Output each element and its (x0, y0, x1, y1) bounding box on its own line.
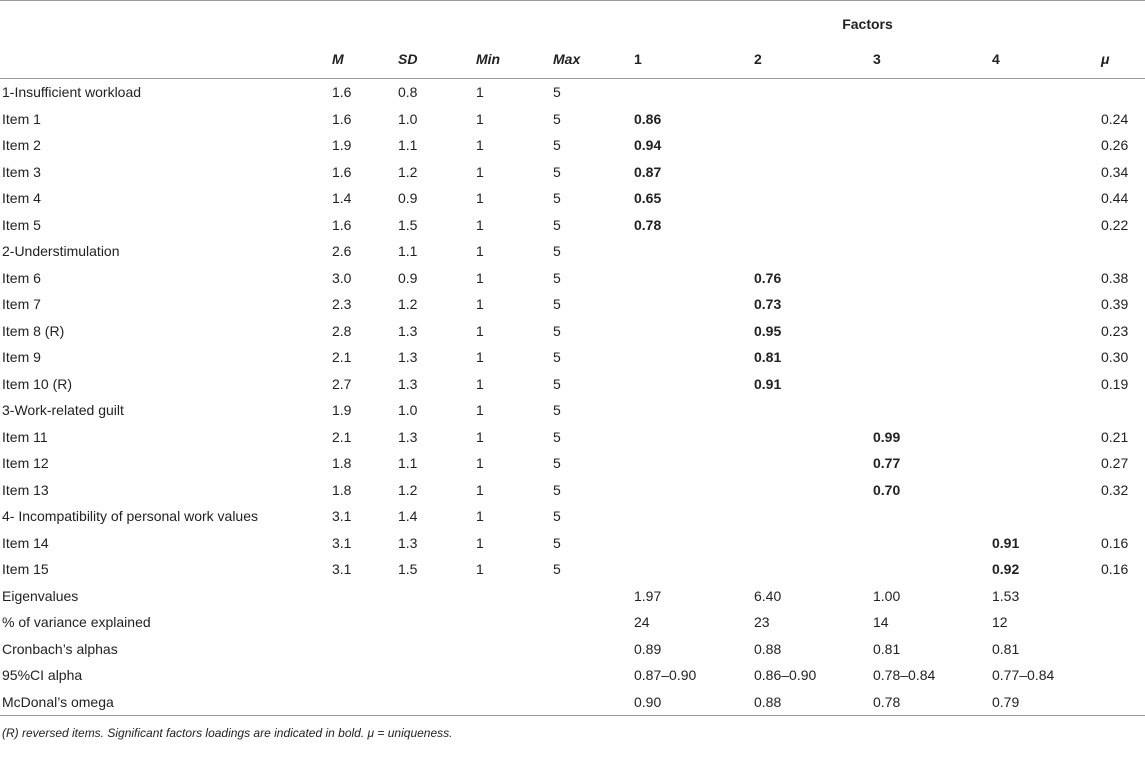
column-header-9: μ (1101, 40, 1145, 79)
table-cell: 2.1 (332, 428, 352, 445)
table-cell: 1.6 (332, 216, 352, 233)
column-header-6: 2 (754, 40, 873, 79)
table-cell (754, 79, 873, 106)
table-cell: 0.88 (754, 693, 782, 710)
table-cell (634, 291, 754, 318)
table-cell (332, 689, 398, 716)
table-cell: 0.91 (992, 534, 1020, 551)
table-cell: 1.6 (332, 84, 352, 101)
table-row (0, 424, 1145, 451)
table-cell: 5 (553, 190, 561, 207)
row-label: 3-Work-related guilt (2, 402, 124, 419)
table-row (0, 185, 1145, 212)
table-cell (1101, 636, 1145, 663)
table-cell (992, 318, 1101, 345)
table-cell: 3.0 (332, 269, 352, 286)
table-cell: 0.78–0.84 (873, 667, 936, 684)
table-cell: 2.7 (332, 375, 352, 392)
table-row (0, 344, 1145, 371)
table-cell: 1 (476, 322, 484, 339)
bottom-rule (0, 716, 1145, 723)
row-label: 95%CI alpha (2, 667, 83, 684)
table-cell (873, 344, 992, 371)
table-cell (992, 291, 1101, 318)
table-cell (754, 424, 873, 451)
table-cell: 5 (553, 269, 561, 286)
table-cell: 1.0 (398, 110, 418, 127)
table-row (0, 397, 1145, 424)
table-cell: 1.2 (398, 296, 418, 313)
table-cell: 1.4 (398, 508, 418, 525)
table-cell: 0.24 (1101, 110, 1129, 127)
table-cell: 0.95 (754, 322, 782, 339)
table-cell: 1 (476, 481, 484, 498)
table-cell (873, 503, 992, 530)
table-cell: 0.22 (1101, 216, 1129, 233)
table-cell (634, 397, 754, 424)
table-cell (476, 583, 553, 610)
table-cell: 1.9 (332, 137, 352, 154)
table-cell (992, 397, 1101, 424)
table-cell: 5 (553, 561, 561, 578)
table-cell: 0.38 (1101, 269, 1129, 286)
table-cell (754, 530, 873, 557)
table-cell (992, 212, 1101, 239)
table-cell: 14 (873, 614, 889, 631)
table-cell (398, 689, 476, 716)
table-row (0, 636, 1145, 663)
table-cell: 1 (476, 243, 484, 260)
table-cell (634, 477, 754, 504)
table-cell: 5 (553, 163, 561, 180)
table-cell: 6.40 (754, 587, 782, 604)
column-header-1: M (332, 40, 398, 79)
table-cell (754, 503, 873, 530)
table-cell: 5 (553, 137, 561, 154)
row-label: Eigenvalues (2, 587, 79, 604)
table-row (0, 106, 1145, 133)
table-body (0, 1, 1145, 723)
table-cell: 1 (476, 375, 484, 392)
table-cell: 0.73 (754, 296, 782, 313)
table-cell: 0.81 (992, 640, 1020, 657)
table-cell: 1.8 (332, 455, 352, 472)
table-cell: 3.1 (332, 508, 352, 525)
table-cell (873, 397, 992, 424)
table-row (0, 662, 1145, 689)
row-label: Item 3 (2, 163, 41, 180)
table-cell: 1 (476, 561, 484, 578)
table-cell (992, 132, 1101, 159)
table-cell: 0.78 (634, 216, 662, 233)
table-cell: 1 (476, 137, 484, 154)
table-cell: 1.3 (398, 375, 418, 392)
table-cell (873, 318, 992, 345)
table-cell: 0.23 (1101, 322, 1129, 339)
table-cell (1101, 609, 1145, 636)
table-cell (1101, 689, 1145, 716)
table-cell (754, 238, 873, 265)
table-cell: 1.0 (398, 402, 418, 419)
table-row (0, 503, 1145, 530)
table-cell: 2.1 (332, 349, 352, 366)
table-cell: 1 (476, 455, 484, 472)
table-cell (398, 662, 476, 689)
table-cell (332, 636, 398, 663)
table-cell (992, 450, 1101, 477)
table-cell: 1.1 (398, 455, 418, 472)
table-cell: 0.21 (1101, 428, 1129, 445)
table-cell: 5 (553, 428, 561, 445)
table-cell (992, 371, 1101, 398)
table-row (0, 371, 1145, 398)
table-cell: 0.86 (634, 110, 662, 127)
table-row (0, 689, 1145, 716)
table-row (0, 238, 1145, 265)
table-cell: 1.53 (992, 587, 1020, 604)
table-row (0, 450, 1145, 477)
table-cell (634, 79, 754, 106)
table-cell (873, 106, 992, 133)
table-cell: 1.5 (398, 216, 418, 233)
table-cell (754, 397, 873, 424)
table-cell (873, 212, 992, 239)
table-cell: 5 (553, 349, 561, 366)
row-label: Item 2 (2, 137, 41, 154)
table-cell: 1 (476, 163, 484, 180)
table-cell (634, 371, 754, 398)
table-cell: 0.90 (634, 693, 662, 710)
factors-label: Factors (842, 15, 893, 32)
row-label: Item 4 (2, 190, 41, 207)
table-cell: 0.8 (398, 84, 418, 101)
table-cell: 0.88 (754, 640, 782, 657)
table-cell: 1.3 (398, 349, 418, 366)
table-cell: 5 (553, 110, 561, 127)
column-header-row (0, 40, 1145, 79)
table-cell (754, 556, 873, 583)
table-cell: 5 (553, 243, 561, 260)
table-cell: 0.9 (398, 269, 418, 286)
table-cell (873, 79, 992, 106)
table-cell: 5 (553, 322, 561, 339)
table-cell: 24 (634, 614, 650, 631)
table-cell: 1.2 (398, 481, 418, 498)
table-cell (476, 662, 553, 689)
table-cell (873, 371, 992, 398)
table-cell (992, 106, 1101, 133)
table-cell: 1 (476, 110, 484, 127)
table-row (0, 318, 1145, 345)
table-cell (332, 609, 398, 636)
row-label: 2-Understimulation (2, 243, 120, 260)
table-cell: 0.30 (1101, 349, 1129, 366)
table-row (0, 530, 1145, 557)
table-cell (553, 662, 634, 689)
table-cell (332, 583, 398, 610)
column-header-7: 3 (873, 40, 992, 79)
table-cell (992, 238, 1101, 265)
table-cell: 2.6 (332, 243, 352, 260)
table-cell (634, 318, 754, 345)
table-cell: 0.16 (1101, 561, 1129, 578)
table-cell: 1.6 (332, 163, 352, 180)
table-cell (992, 159, 1101, 186)
table-cell (873, 530, 992, 557)
table-cell: 0.87–0.90 (634, 667, 697, 684)
row-label: Cronbach’s alphas (2, 640, 118, 657)
table-cell: 5 (553, 534, 561, 551)
table-cell (873, 132, 992, 159)
table-cell: 1 (476, 269, 484, 286)
table-cell (398, 583, 476, 610)
table-cell (992, 424, 1101, 451)
table-cell: 1 (476, 402, 484, 419)
table-cell (992, 503, 1101, 530)
table-cell (398, 609, 476, 636)
table-cell (332, 662, 398, 689)
table-cell: 0.44 (1101, 190, 1129, 207)
table-cell: 1 (476, 84, 484, 101)
table-row (0, 609, 1145, 636)
row-label: Item 9 (2, 349, 41, 366)
table-cell: 1.3 (398, 322, 418, 339)
table-cell: 1.00 (873, 587, 901, 604)
table-cell (634, 503, 754, 530)
table-cell: 0.86–0.90 (754, 667, 817, 684)
table-row (0, 291, 1145, 318)
table-cell: 1.6 (332, 110, 352, 127)
table-cell (992, 344, 1101, 371)
table-cell (992, 185, 1101, 212)
table-cell (634, 344, 754, 371)
table-cell: 0.32 (1101, 481, 1129, 498)
table-cell: 1.97 (634, 587, 662, 604)
row-label: 1-Insufficient workload (2, 84, 142, 101)
table-cell (398, 636, 476, 663)
table-cell: 1 (476, 428, 484, 445)
column-header-5: 1 (634, 40, 754, 79)
table-row (0, 265, 1145, 292)
table-cell: 0.16 (1101, 534, 1129, 551)
table-row (0, 212, 1145, 239)
table-cell: 0.78 (873, 693, 901, 710)
table-cell: 5 (553, 481, 561, 498)
table-cell: 0.79 (992, 693, 1020, 710)
table-cell: 0.89 (634, 640, 662, 657)
table-row (0, 79, 1145, 106)
table-cell: 0.34 (1101, 163, 1129, 180)
row-label: Item 11 (2, 428, 48, 445)
table-cell: 0.19 (1101, 375, 1129, 392)
table-cell (873, 185, 992, 212)
table-row (0, 159, 1145, 186)
table-cell (873, 265, 992, 292)
row-label: Item 10 (R) (2, 375, 73, 392)
table-cell: 1.3 (398, 534, 418, 551)
table-cell: 1.5 (398, 561, 418, 578)
table-cell (754, 106, 873, 133)
table-cell (476, 636, 553, 663)
table-cell: 0.87 (634, 163, 662, 180)
table-cell (873, 159, 992, 186)
table-cell: 1.1 (398, 243, 418, 260)
row-label: Item 1 (2, 110, 41, 127)
row-label: Item 6 (2, 269, 41, 286)
table-row (0, 556, 1145, 583)
row-label: 4- Incompatibility of personal work values (2, 508, 259, 525)
row-label: % of variance explained (2, 614, 151, 631)
table-cell: 0.76 (754, 269, 782, 286)
table-cell: 0.77 (873, 455, 901, 472)
table-cell: 5 (553, 508, 561, 525)
table-cell (1101, 583, 1145, 610)
table-cell (553, 689, 634, 716)
table-cell: 1 (476, 216, 484, 233)
table-cell (1101, 503, 1145, 530)
table-cell (634, 238, 754, 265)
table-cell (1101, 238, 1145, 265)
table-cell: 1.4 (332, 190, 352, 207)
row-label: Item 15 (2, 561, 49, 578)
row-label: McDonal’s omega (2, 693, 114, 710)
table-cell: 3.1 (332, 534, 352, 551)
table-cell (634, 530, 754, 557)
table-cell (634, 450, 754, 477)
table-cell: 2.3 (332, 296, 352, 313)
row-label: Item 7 (2, 296, 41, 313)
table-cell: 1.9 (332, 402, 352, 419)
table-cell (754, 132, 873, 159)
table-cell (992, 265, 1101, 292)
table-cell (873, 238, 992, 265)
table-cell: 1.1 (398, 137, 418, 154)
table-cell (992, 79, 1101, 106)
table-cell: 0.77–0.84 (992, 667, 1055, 684)
table-cell: 5 (553, 455, 561, 472)
row-label: Item 8 (R) (2, 322, 65, 339)
column-header-2: SD (398, 40, 476, 79)
table-cell: 1 (476, 534, 484, 551)
table-cell (1101, 662, 1145, 689)
table-cell (1101, 397, 1145, 424)
table-cell: 1.8 (332, 481, 352, 498)
row-label: Item 14 (2, 534, 49, 551)
table-cell: 5 (553, 216, 561, 233)
table-cell: 0.99 (873, 428, 901, 445)
table-cell (553, 583, 634, 610)
column-header-8: 4 (992, 40, 1101, 79)
table-cell (634, 265, 754, 292)
table-cell: 1 (476, 508, 484, 525)
table-cell (634, 556, 754, 583)
table-cell: 1 (476, 190, 484, 207)
column-header-0 (0, 40, 332, 79)
table-cell: 0.27 (1101, 455, 1129, 472)
table-row (0, 132, 1145, 159)
table-cell: 1 (476, 349, 484, 366)
table-cell: 0.81 (873, 640, 901, 657)
table-cell: 0.94 (634, 137, 662, 154)
table-cell: 1 (476, 296, 484, 313)
table-cell (476, 689, 553, 716)
table-cell (553, 609, 634, 636)
table-row (0, 477, 1145, 504)
table-cell: 0.92 (992, 561, 1020, 578)
table-cell (992, 477, 1101, 504)
table-cell: 1.3 (398, 428, 418, 445)
table-cell (873, 291, 992, 318)
column-header-3: Min (476, 40, 553, 79)
table-cell (754, 450, 873, 477)
table-cell: 0.39 (1101, 296, 1129, 313)
table-cell: 2.8 (332, 322, 352, 339)
table-cell: 5 (553, 375, 561, 392)
table-cell (553, 636, 634, 663)
row-label: Item 13 (2, 481, 49, 498)
table-cell: 0.65 (634, 190, 662, 207)
table-cell: 5 (553, 402, 561, 419)
table-cell (754, 212, 873, 239)
table-cell: 3.1 (332, 561, 352, 578)
table-cell: 0.91 (754, 375, 782, 392)
column-header-4: Max (553, 40, 634, 79)
table-cell: 5 (553, 296, 561, 313)
table-cell: 23 (754, 614, 770, 631)
table-cell: 0.9 (398, 190, 418, 207)
table-row (0, 583, 1145, 610)
table-cell (476, 609, 553, 636)
table-cell (634, 424, 754, 451)
table-cell: 12 (992, 614, 1008, 631)
table-cell: 0.26 (1101, 137, 1129, 154)
table-footnote: (R) reversed items. Significant factors loadings are indicated in bold. μ = uniqueness. (2, 726, 453, 740)
table-cell (1101, 79, 1145, 106)
table-cell (873, 556, 992, 583)
row-label: Item 5 (2, 216, 41, 233)
factors-header-row (0, 7, 1145, 40)
table-cell (754, 477, 873, 504)
row-label: Item 12 (2, 455, 49, 472)
table-cell: 5 (553, 84, 561, 101)
table-cell (754, 185, 873, 212)
table-cell: 0.81 (754, 349, 782, 366)
table-cell: 0.70 (873, 481, 901, 498)
table-cell: 1.2 (398, 163, 418, 180)
table-cell (754, 159, 873, 186)
